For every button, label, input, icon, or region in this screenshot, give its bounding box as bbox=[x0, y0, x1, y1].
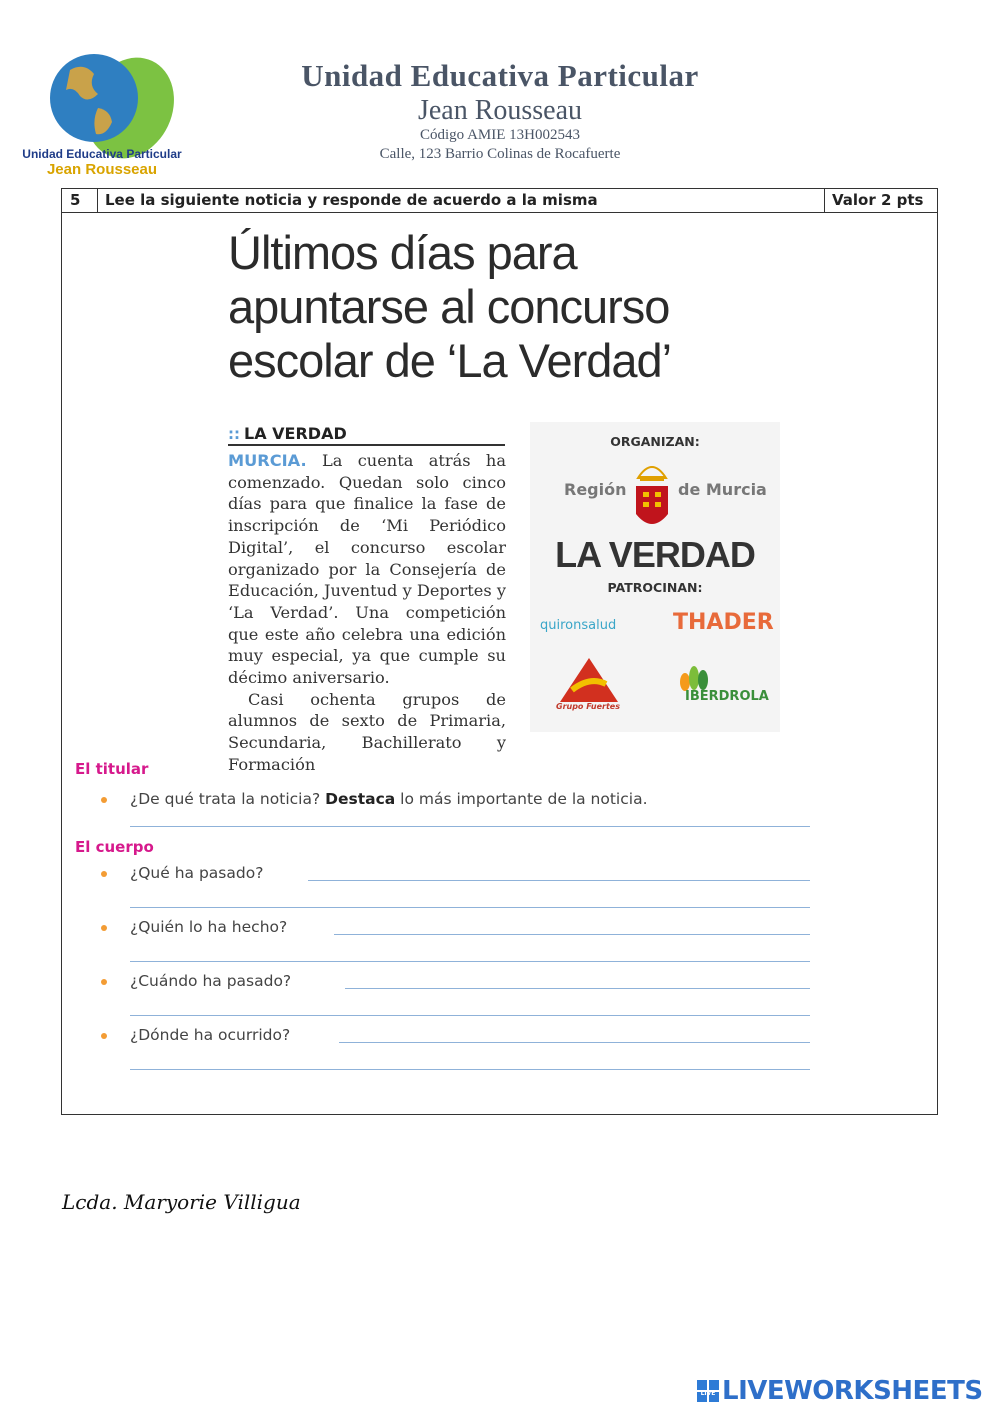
cell-divider bbox=[824, 189, 825, 212]
answer-line[interactable] bbox=[130, 1015, 810, 1016]
question-headline bbox=[130, 790, 648, 808]
question-where: ¿Dónde ha ocurrido? bbox=[130, 1026, 291, 1044]
question-text: ¿De qué trata la noticia? bbox=[130, 790, 326, 808]
article-title bbox=[228, 226, 748, 388]
answer-line[interactable] bbox=[130, 961, 810, 962]
svg-text:LIVE: LIVE bbox=[700, 1390, 716, 1397]
article-paragraph: Casi ochenta grupos de alumnos de sexto de Primaria, Secundaria, Bachillerato y Formación bbox=[228, 689, 506, 774]
amie-code: Código AMIE 13H002543 bbox=[419, 127, 580, 143]
lead-city: MURCIA. bbox=[228, 451, 307, 470]
byline-text: LA VERDAD bbox=[244, 424, 347, 443]
newspaper-logo: LA VERDAD bbox=[555, 534, 755, 575]
murcia-shield-icon bbox=[630, 452, 674, 536]
question-emphasis: Destaca bbox=[325, 790, 396, 808]
sponsors-label: PATROCINAN: bbox=[607, 580, 703, 595]
school-address: Calle, 123 Barrio Colinas de Rocafuerte bbox=[379, 146, 621, 162]
article-byline bbox=[228, 424, 505, 446]
section-body-title: El cuerpo bbox=[75, 838, 154, 856]
bullet-icon bbox=[101, 979, 107, 985]
section-headline-title: El titular bbox=[75, 760, 149, 778]
article-body bbox=[228, 450, 506, 776]
article-title-line: escolar de ‘La Verdad’ bbox=[228, 334, 672, 387]
bullet-icon bbox=[101, 1033, 107, 1039]
thader-logo: THADER bbox=[673, 610, 774, 635]
iberdrola-icon bbox=[676, 662, 712, 692]
iberdrola-logo: IBERDROLA bbox=[685, 689, 769, 704]
grupo-fuertes-icon bbox=[558, 656, 620, 708]
question-number: 5 bbox=[70, 191, 81, 209]
answer-line[interactable] bbox=[130, 826, 810, 827]
svg-text:Jean Rousseau: Jean Rousseau bbox=[46, 161, 158, 178]
quironsalud-logo: quironsalud bbox=[540, 618, 617, 633]
grupo-fuertes-label: Grupo Fuertes bbox=[556, 702, 620, 711]
question-instruction: Lee la siguiente noticia y responde de acuerdo a la misma bbox=[105, 191, 598, 209]
article-title-line: Últimos días para bbox=[228, 226, 577, 279]
region-label: de Murcia bbox=[678, 480, 767, 499]
answer-line[interactable] bbox=[339, 1042, 810, 1043]
question-text: lo más importante de la noticia. bbox=[395, 790, 648, 808]
question-what: ¿Qué ha pasado? bbox=[130, 864, 264, 882]
bullet-icon bbox=[101, 871, 107, 877]
liveworksheets-brand: LIVEWORKSHEETS bbox=[722, 1376, 983, 1406]
byline-marker: :: bbox=[228, 425, 240, 443]
question-header-row bbox=[62, 189, 937, 213]
question-when: ¿Cuándo ha pasado? bbox=[130, 972, 292, 990]
organizers-label: ORGANIZAN: bbox=[610, 434, 700, 449]
school-name: Unidad Educativa Particular bbox=[301, 58, 699, 93]
answer-line[interactable] bbox=[130, 907, 810, 908]
sponsors-panel bbox=[530, 422, 780, 732]
teacher-signature: Lcda. Maryorie Villigua bbox=[62, 1190, 301, 1214]
answer-line[interactable] bbox=[308, 880, 810, 881]
region-label: Región bbox=[564, 480, 627, 499]
school-subtitle: Jean Rousseau bbox=[417, 95, 583, 126]
cell-divider bbox=[97, 189, 98, 212]
answer-line[interactable] bbox=[345, 988, 810, 989]
liveworksheets-badge-icon bbox=[697, 1380, 719, 1402]
bullet-icon bbox=[101, 797, 107, 803]
svg-text:Unidad Educativa Particular: Unidad Educativa Particular bbox=[22, 147, 182, 161]
answer-line[interactable] bbox=[334, 934, 810, 935]
answer-line[interactable] bbox=[130, 1069, 810, 1070]
paragraph-text: La cuenta atrás ha comenzado. Quedan solo cinco días para que finalice la fase de inscripción de ‘Mi Periódico Digital’, el concurso escolar organizado por la Consejería de Educación, Juventud y Deportes y ‘La Verdad’. Una competición que este año celebra una edición muy especial, ya que cumple su décimo aniversario. bbox=[228, 451, 506, 688]
article-paragraph bbox=[228, 450, 506, 689]
question-who: ¿Quién lo ha hecho? bbox=[130, 918, 288, 936]
article-title-line: apuntarse al concurso bbox=[228, 280, 670, 333]
bullet-icon bbox=[101, 925, 107, 931]
school-logo bbox=[22, 30, 182, 180]
question-value: Valor 2 pts bbox=[832, 191, 924, 209]
